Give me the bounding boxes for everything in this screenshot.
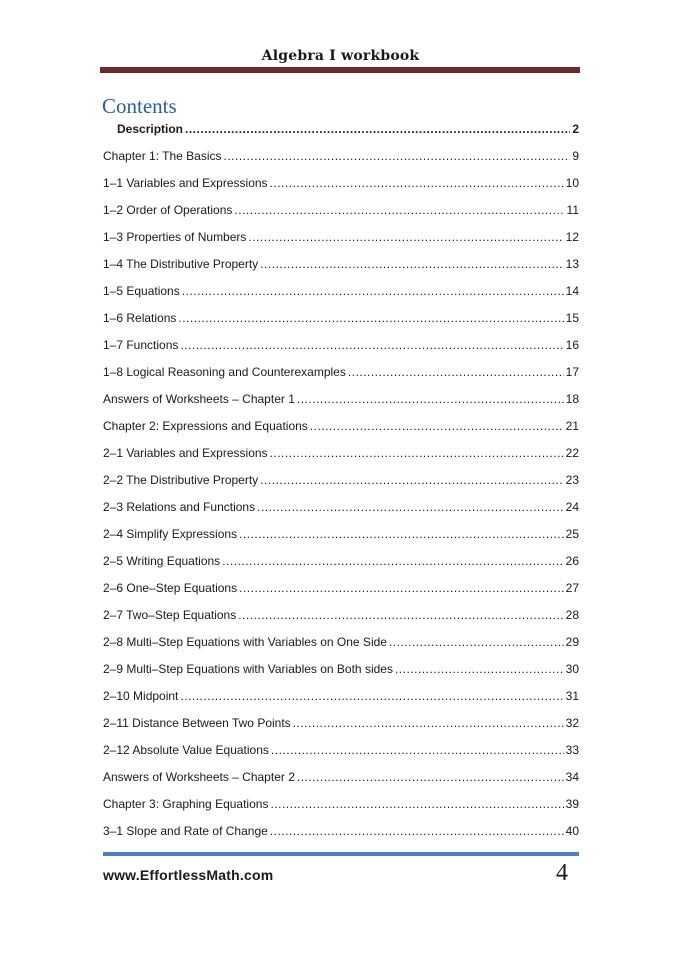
toc-leader bbox=[270, 173, 564, 193]
toc-entry-title: 1–1 Variables and Expressions bbox=[103, 176, 268, 190]
toc-entry[interactable] bbox=[103, 308, 579, 335]
toc-entry[interactable] bbox=[103, 659, 579, 686]
toc-entry-page: 21 bbox=[565, 419, 579, 433]
toc-leader bbox=[224, 146, 571, 166]
page-number: 4 bbox=[556, 860, 568, 886]
toc-entry-title: 2–9 Multi–Step Equations with Variables on Both sides bbox=[103, 662, 393, 676]
toc-leader bbox=[270, 794, 563, 814]
toc-entry-title: Answers of Worksheets – Chapter 1 bbox=[103, 392, 295, 406]
toc-entry[interactable] bbox=[103, 713, 579, 740]
toc-leader bbox=[178, 308, 563, 328]
toc-entry[interactable] bbox=[103, 416, 579, 443]
toc-entry-title: 1–2 Order of Operations bbox=[103, 203, 233, 217]
contents-heading: Contents bbox=[102, 94, 177, 118]
toc-entry[interactable] bbox=[103, 605, 579, 632]
toc-entry-page: 13 bbox=[565, 257, 579, 271]
toc-entry-page: 2 bbox=[572, 122, 579, 136]
toc-entry-title: 2–1 Variables and Expressions bbox=[103, 446, 268, 460]
toc-leader bbox=[297, 767, 564, 787]
toc-entry-title: 2–6 One–Step Equations bbox=[103, 581, 238, 595]
toc-entry-title: Chapter 2: Expressions and Equations bbox=[103, 419, 308, 433]
toc-entry[interactable] bbox=[103, 173, 579, 200]
toc-leader bbox=[389, 632, 564, 652]
toc-leader bbox=[239, 578, 564, 598]
toc-leader bbox=[395, 659, 564, 679]
toc-leader bbox=[182, 281, 564, 301]
toc-leader bbox=[180, 686, 563, 706]
toc-entry[interactable] bbox=[103, 821, 579, 848]
toc-entry-title: 1–5 Equations bbox=[103, 284, 180, 298]
toc-entry[interactable] bbox=[103, 227, 579, 254]
toc-entry-page: 23 bbox=[565, 473, 579, 487]
toc-entry-page: 15 bbox=[565, 311, 579, 325]
toc-entry[interactable] bbox=[103, 794, 579, 821]
toc-entry[interactable] bbox=[103, 524, 579, 551]
toc-entry-title: 2–5 Writing Equations bbox=[103, 554, 221, 568]
toc-leader bbox=[260, 470, 563, 490]
toc-leader bbox=[270, 821, 564, 841]
toc-entry-page: 33 bbox=[565, 743, 579, 757]
toc-entry-title: 2–12 Absolute Value Equations bbox=[103, 743, 269, 757]
toc-leader bbox=[248, 227, 563, 247]
toc-entry[interactable] bbox=[103, 632, 579, 659]
toc-entry[interactable] bbox=[103, 254, 579, 281]
toc-entry-title: 2–8 Multi–Step Equations with Variables on One Side bbox=[103, 635, 387, 649]
toc-entry[interactable] bbox=[103, 767, 579, 794]
toc-leader bbox=[297, 389, 564, 409]
toc-entry-page: 34 bbox=[565, 770, 579, 784]
toc-entry-page: 28 bbox=[565, 608, 579, 622]
toc-entry[interactable] bbox=[103, 362, 579, 389]
toc-leader bbox=[271, 740, 564, 760]
toc-entry-title: Description bbox=[117, 122, 184, 136]
toc-entry-title: Chapter 1: The Basics bbox=[103, 149, 222, 163]
toc-entry-page: 30 bbox=[565, 662, 579, 676]
toc-entry-page: 9 bbox=[572, 149, 579, 163]
toc-leader bbox=[270, 443, 564, 463]
toc-entry-title: 1–4 The Distributive Property bbox=[103, 257, 259, 271]
toc-entry-page: 22 bbox=[565, 446, 579, 460]
toc-entry-page: 31 bbox=[565, 689, 579, 703]
toc-entry-page: 17 bbox=[565, 365, 579, 379]
toc-leader bbox=[234, 200, 564, 220]
footer-rule bbox=[103, 852, 579, 856]
toc-entry-page: 29 bbox=[565, 635, 579, 649]
toc-entry-page: 11 bbox=[566, 203, 579, 217]
toc-leader bbox=[348, 362, 564, 382]
toc-entry[interactable] bbox=[103, 686, 579, 713]
toc-leader bbox=[180, 335, 563, 355]
toc-entry-page: 27 bbox=[565, 581, 579, 595]
toc-leader bbox=[238, 605, 563, 625]
toc-entry-page: 39 bbox=[565, 797, 579, 811]
toc-entry-title: Answers of Worksheets – Chapter 2 bbox=[103, 770, 295, 784]
toc-leader bbox=[257, 497, 564, 517]
toc-entry[interactable] bbox=[103, 740, 579, 767]
toc-entry-page: 18 bbox=[565, 392, 579, 406]
toc-entry[interactable] bbox=[103, 470, 579, 497]
toc-entry[interactable] bbox=[103, 389, 579, 416]
toc-entry-page: 40 bbox=[565, 824, 579, 838]
toc-entry-title: 2–3 Relations and Functions bbox=[103, 500, 256, 514]
toc-entry-title: 2–10 Midpoint bbox=[103, 689, 179, 703]
toc-entry[interactable] bbox=[103, 119, 579, 146]
header-title: Algebra I workbook bbox=[261, 48, 420, 64]
toc-entry-title: 1–8 Logical Reasoning and Counterexamples bbox=[103, 365, 346, 379]
toc-entry-title: 1–3 Properties of Numbers bbox=[103, 230, 247, 244]
toc-entry[interactable] bbox=[103, 335, 579, 362]
toc-leader bbox=[260, 254, 563, 274]
toc-entry-page: 14 bbox=[565, 284, 579, 298]
footer-website-url: www.EffortlessMath.com bbox=[103, 867, 274, 883]
toc-entry[interactable] bbox=[103, 443, 579, 470]
toc-entry[interactable] bbox=[103, 200, 579, 227]
toc-entry-title: 1–7 Functions bbox=[103, 338, 179, 352]
toc-entry[interactable] bbox=[103, 578, 579, 605]
toc-entry[interactable] bbox=[103, 146, 579, 173]
toc-entry-page: 26 bbox=[565, 554, 579, 568]
toc-entry-title: 3–1 Slope and Rate of Change bbox=[103, 824, 268, 838]
toc-leader bbox=[310, 416, 564, 436]
toc-entry-title: Chapter 3: Graphing Equations bbox=[103, 797, 269, 811]
toc-entry[interactable] bbox=[103, 497, 579, 524]
toc-leader bbox=[239, 524, 564, 544]
header-rule bbox=[100, 67, 580, 73]
toc-entry-page: 25 bbox=[565, 527, 579, 541]
toc-leader bbox=[293, 713, 564, 733]
table-of-contents bbox=[103, 119, 579, 848]
toc-entry-page: 24 bbox=[565, 500, 579, 514]
toc-entry[interactable] bbox=[103, 551, 579, 578]
toc-entry-title: 2–2 The Distributive Property bbox=[103, 473, 259, 487]
toc-entry[interactable] bbox=[103, 281, 579, 308]
toc-entry-page: 10 bbox=[565, 176, 579, 190]
toc-leader bbox=[185, 119, 570, 139]
toc-entry-title: 2–4 Simplify Expressions bbox=[103, 527, 238, 541]
toc-entry-title: 2–7 Two–Step Equations bbox=[103, 608, 237, 622]
toc-leader bbox=[222, 551, 563, 571]
toc-entry-title: 2–11 Distance Between Two Points bbox=[103, 716, 291, 730]
toc-entry-page: 12 bbox=[565, 230, 579, 244]
toc-entry-page: 16 bbox=[565, 338, 579, 352]
toc-entry-page: 32 bbox=[565, 716, 579, 730]
toc-entry-title: 1–6 Relations bbox=[103, 311, 177, 325]
